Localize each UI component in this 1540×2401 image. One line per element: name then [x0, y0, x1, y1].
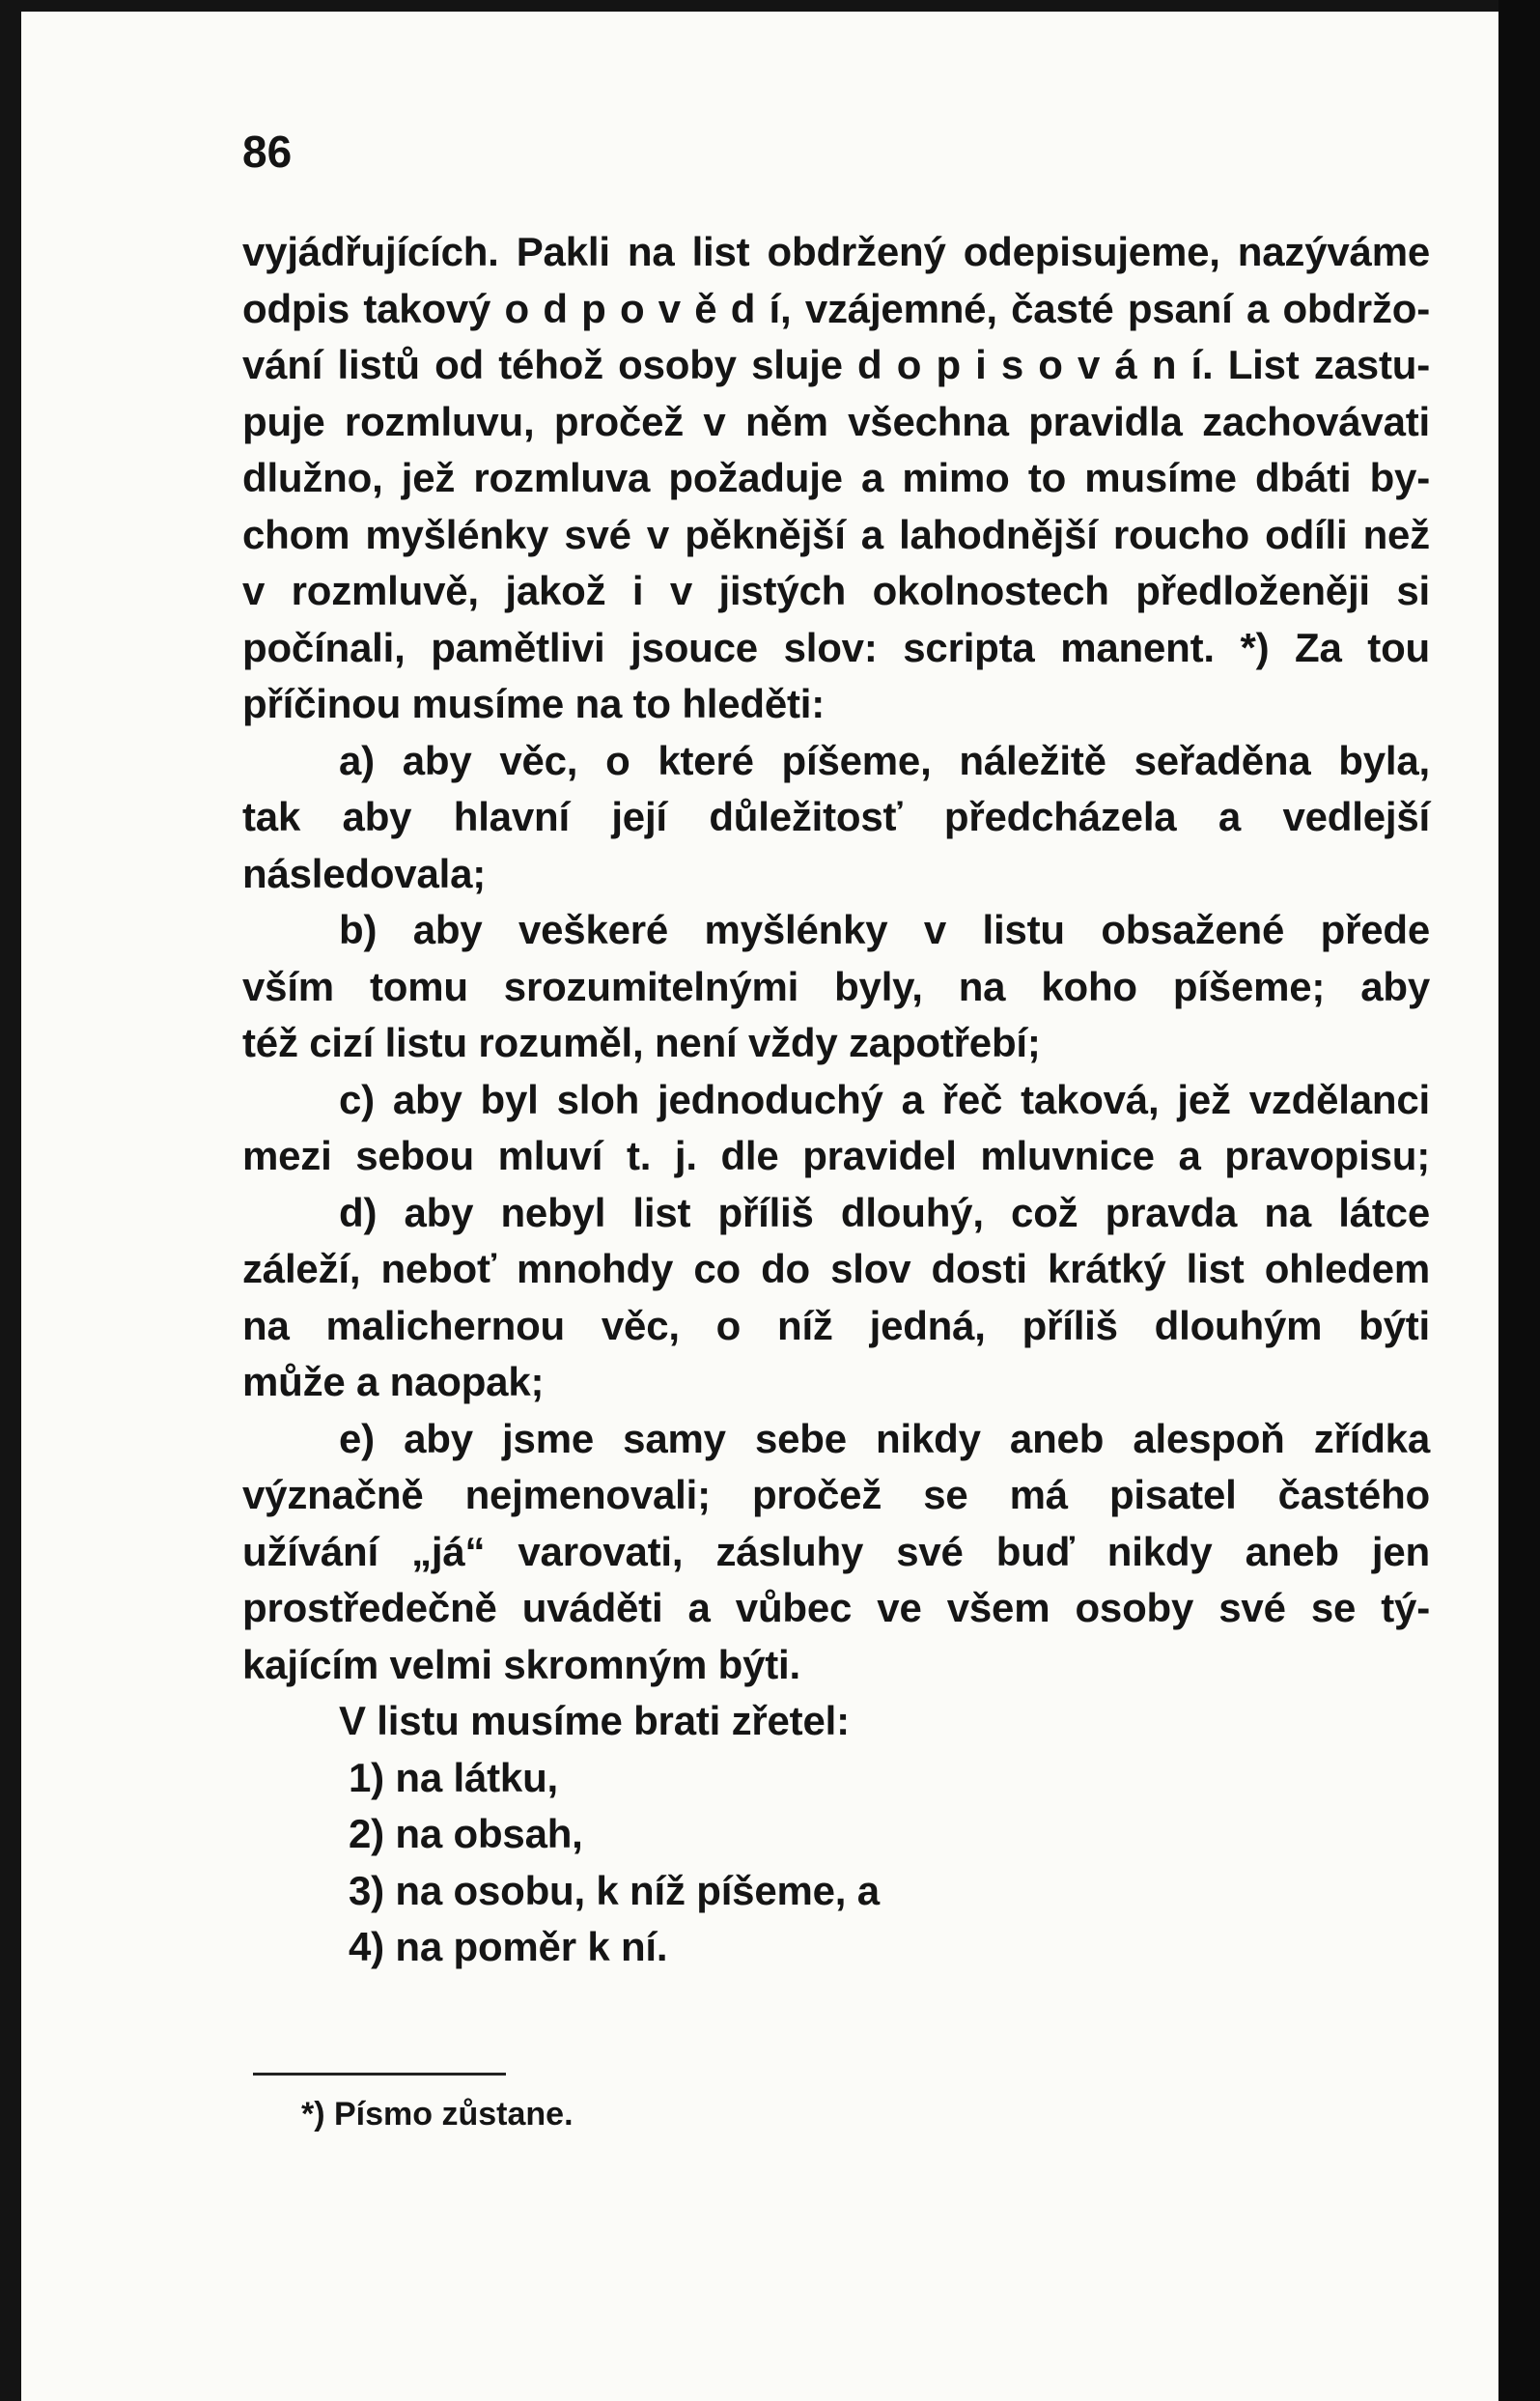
list-intro-line: V listu musíme brati zřetel: [339, 1698, 850, 1743]
list-item: 3) na osobu, k níž píšeme, a [349, 1867, 880, 1913]
point-d-line: d) aby nebyl list příliš dlouhý, což pravda na látce [339, 1189, 1430, 1235]
text-line: vyjádřujících. Pakli na list obdržený odepisujeme, nazýváme [242, 229, 1430, 274]
page-number: 86 [242, 127, 293, 177]
point-c-line: c) aby byl sloh jednoduchý a řeč taková, jež vzdělanci [339, 1076, 1430, 1122]
text-line: puje rozmluvu, pročež v něm všechna pravidla zachovávati [242, 398, 1430, 444]
list-item: 2) na obsah, [349, 1811, 583, 1856]
text-line: počínali, pamětlivi jsouce slov: scripta manent. *) Za tou [242, 624, 1430, 670]
text-line: v rozmluvě, jakož i v jistých okolnostech předloženěji si [242, 568, 1430, 613]
text-line: užívání „já“ varovati, zásluhy své buď nikdy aneb jen [242, 1528, 1430, 1574]
footnote: *) Písmo zůstane. [301, 2096, 574, 2133]
point-a-line: a) aby věc, o které píšeme, náležitě seřaděna byla, [339, 737, 1430, 783]
text-line: též cizí listu rozuměl, není vždy zapotřebí; [242, 1020, 1041, 1065]
text-line: následovala; [242, 850, 487, 896]
book-page [21, 12, 1498, 2401]
list-item: 4) na poměr k ní. [349, 1924, 668, 1969]
text-line: dlužno, jež rozmluva požaduje a mimo to musíme dbáti by- [242, 455, 1430, 500]
text-line: prostředečně uváděti a vůbec ve všem osoby své se tý- [242, 1585, 1430, 1630]
text-line: odpis takový o d p o v ě d í, vzájemné, časté psaní a obdržo- [242, 285, 1430, 331]
text-line: vším tomu srozumitelnými byly, na koho píšeme; aby [242, 963, 1430, 1009]
text-line: význačně nejmenovali; pročež se má pisatel častého [242, 1472, 1430, 1517]
text-line: příčinou musíme na to hleděti: [242, 681, 826, 726]
text-line: může a naopak; [242, 1359, 545, 1404]
footnote-divider [253, 2073, 506, 2076]
text-line: vání listů od téhož osoby sluje d o p i s o v á n í. List zastu- [242, 342, 1430, 387]
list-item: 1) na látku, [349, 1754, 558, 1800]
text-line: kajícím velmi skromným býti. [242, 1641, 800, 1687]
text-line: na malichernou věc, o níž jedná, příliš dlouhým býti [242, 1302, 1430, 1348]
text-line: záleží, neboť mnohdy co do slov dosti krátký list ohledem [242, 1246, 1430, 1291]
text-line: tak aby hlavní její důležitosť předcházela a vedlejší [242, 794, 1430, 839]
text-line: mezi sebou mluví t. j. dle pravidel mluvnice a pravopisu; [242, 1133, 1430, 1178]
body-text [242, 224, 1430, 1976]
scan-edge-shadow [1498, 0, 1540, 2401]
point-b-line: b) aby veškeré myšlénky v listu obsažené přede [339, 907, 1430, 952]
point-e-line: e) aby jsme samy sebe nikdy aneb alespoň zřídka [339, 1415, 1430, 1461]
text-line: chom myšlénky své v pěknější a lahodnější roucho odíli než [242, 511, 1430, 557]
